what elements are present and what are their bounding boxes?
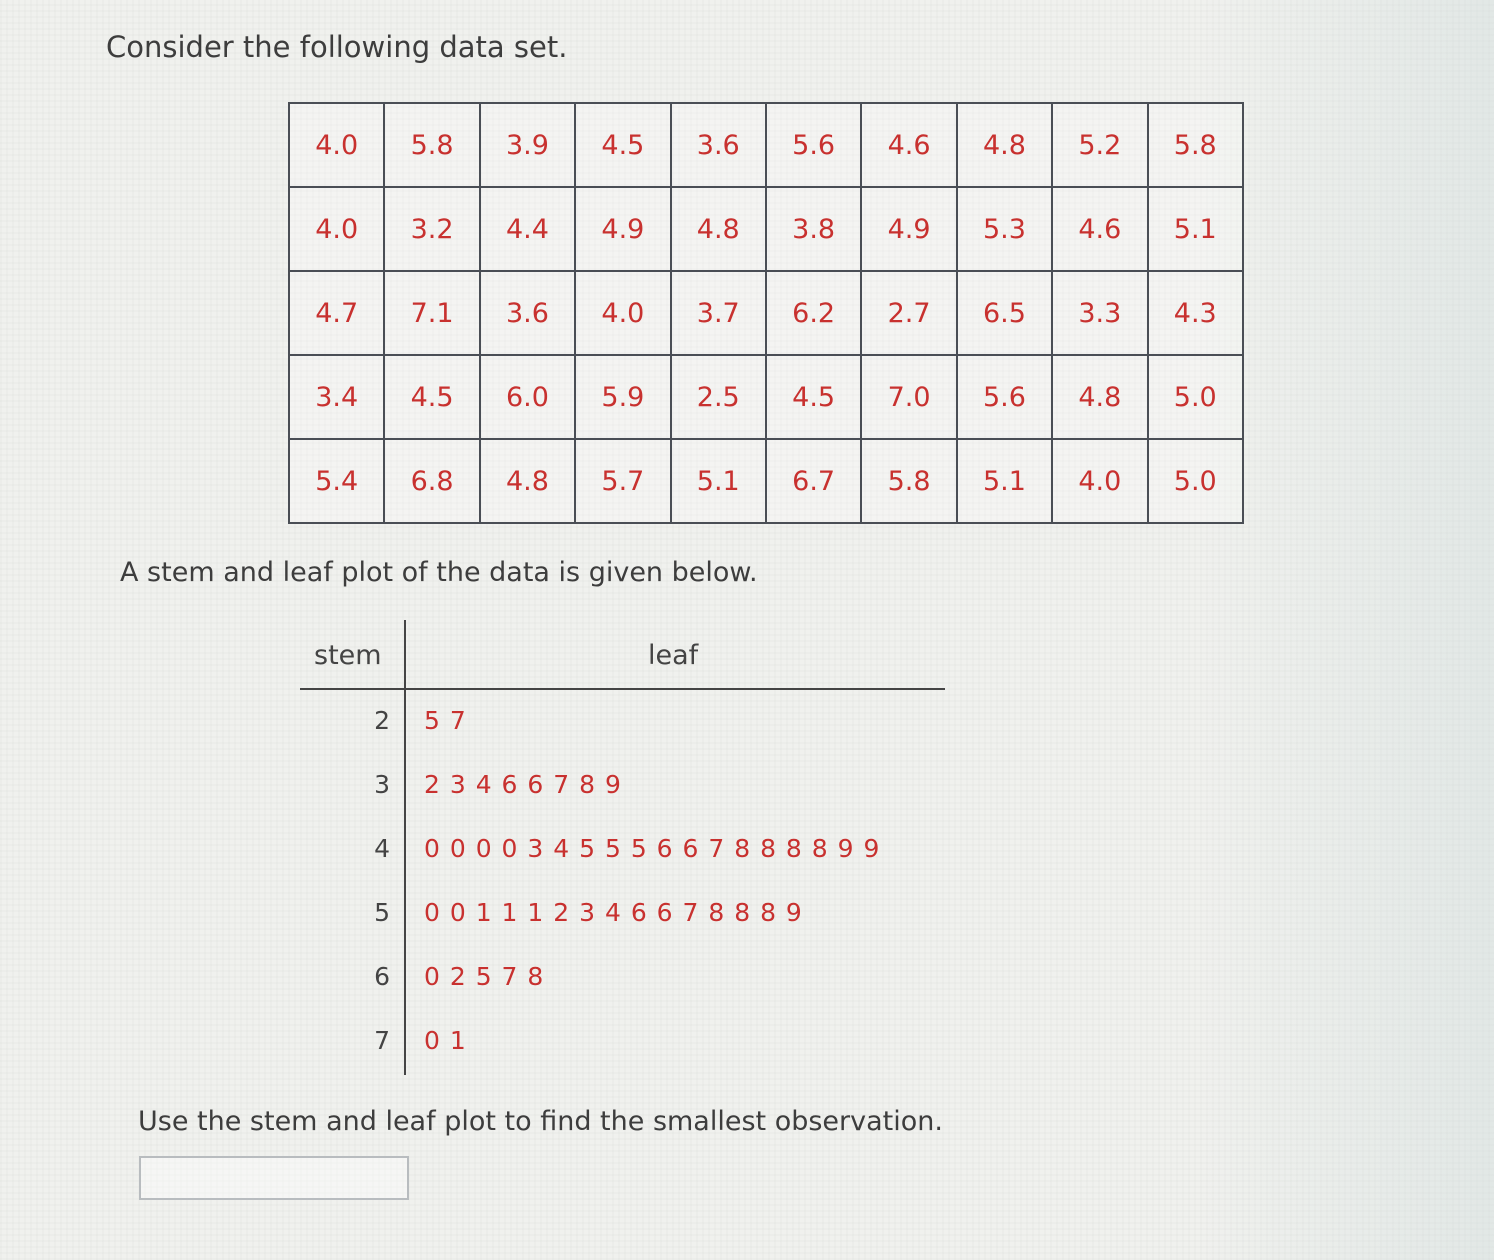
table-row bbox=[289, 187, 1243, 271]
table-cell: 4.3 bbox=[1148, 271, 1243, 355]
table-cell: 6.5 bbox=[957, 271, 1052, 355]
table-cell: 5.1 bbox=[957, 439, 1052, 523]
table-cell: 3.6 bbox=[480, 271, 575, 355]
table-cell: 7.0 bbox=[861, 355, 956, 439]
stem-value: 4 bbox=[374, 834, 390, 863]
table-cell: 4.0 bbox=[289, 187, 384, 271]
table-cell: 4.8 bbox=[957, 103, 1052, 187]
table-cell: 4.8 bbox=[1052, 355, 1147, 439]
stem-row bbox=[300, 770, 945, 810]
table-row bbox=[289, 271, 1243, 355]
table-cell: 5.8 bbox=[384, 103, 479, 187]
table-cell: 5.8 bbox=[1148, 103, 1243, 187]
table-cell: 4.4 bbox=[480, 187, 575, 271]
table-cell: 5.1 bbox=[671, 439, 766, 523]
table-cell: 2.7 bbox=[861, 271, 956, 355]
table-cell: 4.5 bbox=[384, 355, 479, 439]
table-cell: 3.9 bbox=[480, 103, 575, 187]
answer-input[interactable] bbox=[139, 1156, 409, 1200]
table-cell: 4.5 bbox=[575, 103, 670, 187]
table-cell: 3.2 bbox=[384, 187, 479, 271]
question-text: Use the stem and leaf plot to find the smallest observation. bbox=[138, 1106, 943, 1137]
stem-value: 5 bbox=[374, 898, 390, 927]
table-cell: 5.6 bbox=[766, 103, 861, 187]
stem-row bbox=[300, 706, 945, 746]
table-cell: 5.6 bbox=[957, 355, 1052, 439]
stem-row bbox=[300, 1026, 945, 1066]
table-cell: 3.7 bbox=[671, 271, 766, 355]
leaf-values: 0 2 5 7 8 bbox=[424, 962, 545, 991]
table-cell: 7.1 bbox=[384, 271, 479, 355]
table-cell: 6.0 bbox=[480, 355, 575, 439]
table-cell: 5.9 bbox=[575, 355, 670, 439]
table-cell: 4.7 bbox=[289, 271, 384, 355]
table-cell: 3.6 bbox=[671, 103, 766, 187]
table-cell: 5.3 bbox=[957, 187, 1052, 271]
stem-and-leaf-plot bbox=[300, 620, 945, 1080]
stem-plot-intro: A stem and leaf plot of the data is given below. bbox=[120, 557, 758, 588]
table-cell: 3.4 bbox=[289, 355, 384, 439]
stem-value: 3 bbox=[374, 770, 390, 799]
leaf-values: 0 0 1 1 1 2 3 4 6 6 7 8 8 8 9 bbox=[424, 898, 803, 927]
table-cell: 6.2 bbox=[766, 271, 861, 355]
table-cell: 4.6 bbox=[861, 103, 956, 187]
table-cell: 4.6 bbox=[1052, 187, 1147, 271]
table-row bbox=[289, 439, 1243, 523]
table-cell: 5.1 bbox=[1148, 187, 1243, 271]
table-row bbox=[289, 103, 1243, 187]
stem-value: 2 bbox=[374, 706, 390, 735]
table-cell: 4.5 bbox=[766, 355, 861, 439]
table-cell: 4.9 bbox=[861, 187, 956, 271]
header-divider bbox=[300, 688, 945, 690]
table-row bbox=[289, 355, 1243, 439]
stem-value: 7 bbox=[374, 1026, 390, 1055]
stem-row bbox=[300, 834, 945, 874]
table-cell: 3.3 bbox=[1052, 271, 1147, 355]
stem-row bbox=[300, 962, 945, 1002]
leaf-values: 5 7 bbox=[424, 706, 467, 735]
table-cell: 4.8 bbox=[671, 187, 766, 271]
table-cell: 4.9 bbox=[575, 187, 670, 271]
table-cell: 6.8 bbox=[384, 439, 479, 523]
table-cell: 5.0 bbox=[1148, 355, 1243, 439]
leaf-values: 0 0 0 0 3 4 5 5 5 6 6 7 8 8 8 8 9 9 bbox=[424, 834, 881, 863]
table-cell: 3.8 bbox=[766, 187, 861, 271]
stem-value: 6 bbox=[374, 962, 390, 991]
leaf-values: 0 1 bbox=[424, 1026, 467, 1055]
table-cell: 5.0 bbox=[1148, 439, 1243, 523]
table-cell: 4.0 bbox=[575, 271, 670, 355]
stem-row bbox=[300, 898, 945, 938]
leaf-values: 2 3 4 6 6 7 8 9 bbox=[424, 770, 622, 799]
table-cell: 2.5 bbox=[671, 355, 766, 439]
intro-text: Consider the following data set. bbox=[106, 30, 568, 64]
stem-header: stem bbox=[314, 640, 382, 671]
table-cell: 4.0 bbox=[1052, 439, 1147, 523]
table-cell: 5.4 bbox=[289, 439, 384, 523]
table-cell: 5.2 bbox=[1052, 103, 1147, 187]
table-cell: 4.8 bbox=[480, 439, 575, 523]
data-set-table bbox=[288, 102, 1244, 524]
table-cell: 6.7 bbox=[766, 439, 861, 523]
table-cell: 5.7 bbox=[575, 439, 670, 523]
table-cell: 4.0 bbox=[289, 103, 384, 187]
table-cell: 5.8 bbox=[861, 439, 956, 523]
leaf-header: leaf bbox=[648, 640, 699, 671]
